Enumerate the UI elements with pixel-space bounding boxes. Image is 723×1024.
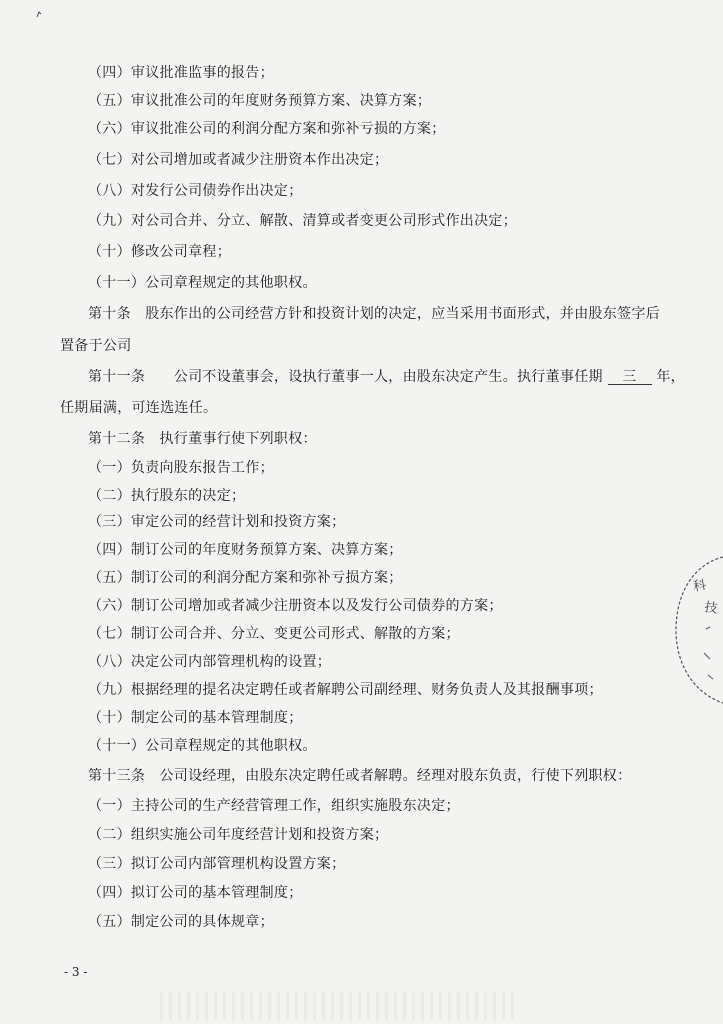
- clause-line: （十一）公司章程规定的其他职权。: [88, 275, 317, 291]
- article-13-line: 第十三条 公司设经理，由股东决定聘任或者解聘。经理对股东负责，行使下列职权：: [88, 768, 632, 784]
- clause-line: （四）审议批准监事的报告；: [88, 65, 274, 81]
- article-10-line: 第十条 股东作出的公司经营方针和投资计划的决定，应当采用书面形式，并由股东签字后: [88, 306, 660, 322]
- article-11-text: 第十一条 公司不设董事会，设执行董事一人，由股东决定产生。执行董事任期: [88, 369, 603, 385]
- clause-line: （八）决定公司内部管理机构的设置；: [88, 654, 332, 670]
- clause-line: （三）审定公司的经营计划和投资方案；: [88, 514, 346, 530]
- clause-line: （四）拟订公司的基本管理制度；: [88, 885, 303, 901]
- clause-line: （五）制定公司的具体规章；: [88, 914, 274, 930]
- clause-line: （十）修改公司章程；: [88, 244, 231, 260]
- scan-artifact: [160, 992, 520, 1020]
- company-seal-stamp: [672, 555, 723, 705]
- clause-line: （三）拟订公司内部管理机构设置方案；: [88, 856, 346, 872]
- clause-line: （十一）公司章程规定的其他职权。: [88, 738, 317, 754]
- term-blank-field: 三: [608, 370, 652, 385]
- svg-text:技: 技: [703, 600, 719, 617]
- clause-line: （五）审议批准公司的年度财务预算方案、决算方案；: [88, 93, 432, 109]
- article-10-continuation: 置备于公司: [60, 338, 132, 354]
- clause-line: （十）制定公司的基本管理制度；: [88, 710, 303, 726]
- article-11-continuation: 任期届满，可连选连任。: [60, 400, 218, 416]
- clause-line: （八）对发行公司债券作出决定；: [88, 183, 303, 199]
- scan-speck: [36, 10, 42, 18]
- clause-line: （七）制订公司合并、分立、变更公司形式、解散的方案；: [88, 626, 460, 642]
- clause-line: （四）制订公司的年度财务预算方案、决算方案；: [88, 542, 403, 558]
- clause-line: （七）对公司增加或者减少注册资本作出决定；: [88, 152, 389, 168]
- clause-line: （六）制订公司增加或者减少注册资本以及发行公司债券的方案；: [88, 598, 503, 614]
- clause-line: （五）制订公司的利润分配方案和弥补亏损方案；: [88, 570, 403, 586]
- clause-line: （九）根据经理的提名决定聘任或者解聘公司副经理、财务负责人及其报酬事项；: [88, 682, 603, 698]
- clause-line: （一）负责向股东报告工作；: [88, 460, 274, 476]
- article-11-line: [88, 368, 685, 386]
- clause-line: （二）执行股东的决定；: [88, 488, 246, 504]
- article-12-line: 第十二条 执行董事行使下列职权：: [88, 431, 317, 447]
- clause-line: （六）审议批准公司的利润分配方案和弥补亏损的方案；: [88, 121, 446, 137]
- clause-line: （二）组织实施公司年度经营计划和投资方案；: [88, 827, 389, 843]
- svg-text:科: 科: [692, 577, 708, 595]
- clause-line: （一）主持公司的生产经营管理工作，组织实施股东决定；: [88, 798, 460, 814]
- article-11-text-end: 年，: [656, 369, 685, 385]
- page-number: - 3 -: [64, 965, 88, 979]
- clause-line: （九）对公司合并、分立、解散、清算或者变更公司形式作出决定；: [88, 213, 517, 229]
